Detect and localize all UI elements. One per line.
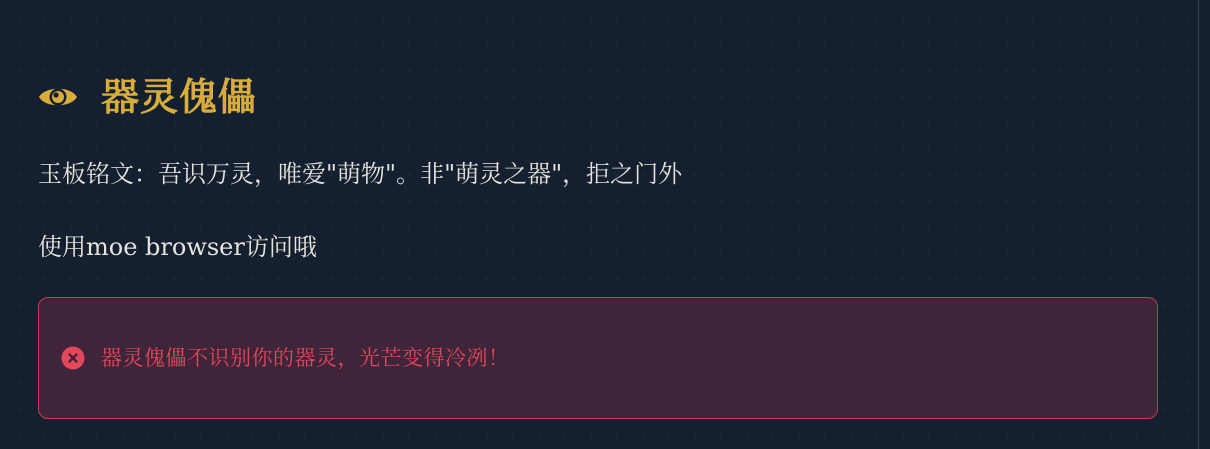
page-right-border (1198, 0, 1199, 449)
eye-icon (38, 82, 78, 112)
error-alert (38, 297, 1158, 419)
header (38, 72, 257, 122)
browser-hint-text: 使用moe browser访问哦 (38, 233, 317, 261)
inscription-text: 玉板铭文：吾识万灵，唯爱"萌物"。非"萌灵之器"，拒之门外 (38, 160, 683, 188)
page-title: 器灵傀儡 (101, 74, 258, 119)
close-circle-icon (61, 346, 85, 370)
error-alert-text: 器灵傀儡不识别你的器灵，光芒变得冷冽！ (101, 346, 510, 370)
